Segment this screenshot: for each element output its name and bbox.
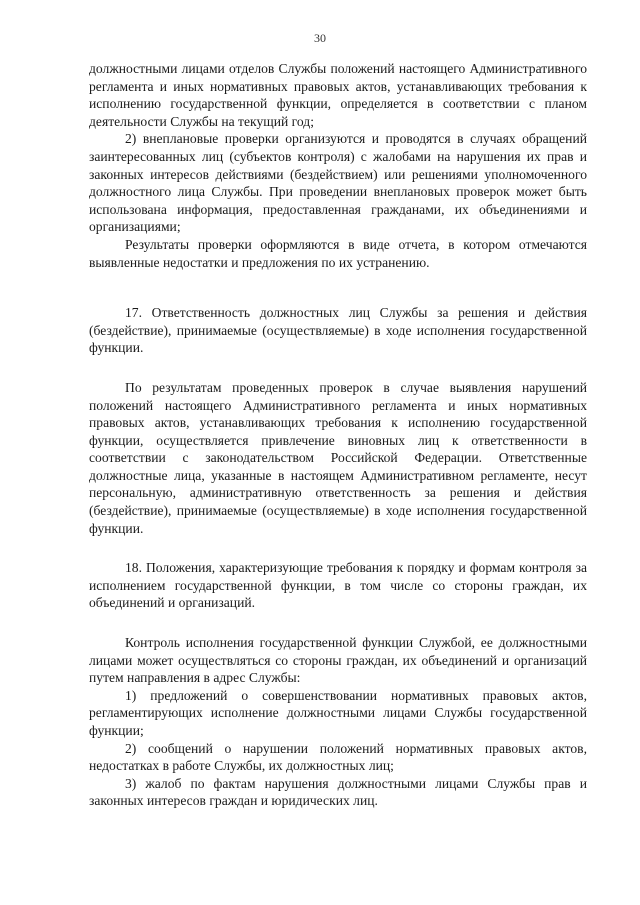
page-number: 30 [314, 31, 326, 45]
page-body [89, 60, 587, 810]
section-heading-17: 17. Ответственность должностных лиц Службы за решения и действия (бездействие), принимаемые (осуществляемые) в ходе исполнения государственной функции. [89, 305, 587, 356]
list-item-2: 2) сообщений о нарушении положений нормативных правовых актов, недостатках в работе Службы, их должностных лиц; [89, 740, 587, 774]
list-item-1: 1) предложений о совершенствовании нормативных правовых актов, регламентирующих исполнение должностными лицами Службы государственной функции; [89, 687, 587, 738]
section-heading-18: 18. Положения, характеризующие требования к порядку и формам контроля за исполнением государственной функции, в том числе со стороны граждан, их объединений и организаций. [89, 560, 587, 611]
paragraph-control: Контроль исполнения государственной функции Службой, ее должностными лицами может осуществляться со стороны граждан, их объединений и организаций путем направления в адрес Службы: [89, 635, 587, 686]
paragraph-inspection-results: Результаты проверки оформляются в виде отчета, в котором отмечаются выявленные недостатки и предложения по их устранению. [89, 236, 587, 270]
paragraph-responsibility: По результатам проведенных проверок в случае выявления нарушений положений настоящего Административного регламента и иных нормативных правовых актов, устанавливающих требования к исполнению государственной функции, осуществляется привлечение виновных лиц к ответственности в соответствии с законодательством Российской Федерации. Ответственные должностные лица, указанные в настоящем Административном регламенте, несут персональную, административную ответственность за решения и действия (бездействие), принимаемые (осуществляемые) в ходе исполнения государственной функции. [89, 379, 587, 536]
paragraph-continuation: должностными лицами отделов Службы положений настоящего Административного регламента и иных нормативных правовых актов, устанавливающих требования к исполнению государственной функции, определяется в соответствии с планом деятельности Службы на текущий год; [89, 61, 587, 129]
paragraph-unscheduled-inspections: 2) внеплановые проверки организуются и проводятся в случаях обращений заинтересованных лиц (субъектов контроля) с жалобами на нарушения их прав и законных интересов действиями (бездействием) или решениями уполномоченного должностного лица Службы. При проведении внеплановых проверок может быть использована информация, предоставленная гражданами, их объединениями и организациями; [89, 131, 587, 235]
list-item-3: 3) жалоб по фактам нарушения должностными лицами Службы прав и законных интересов граждан и юридических лиц. [89, 775, 587, 809]
